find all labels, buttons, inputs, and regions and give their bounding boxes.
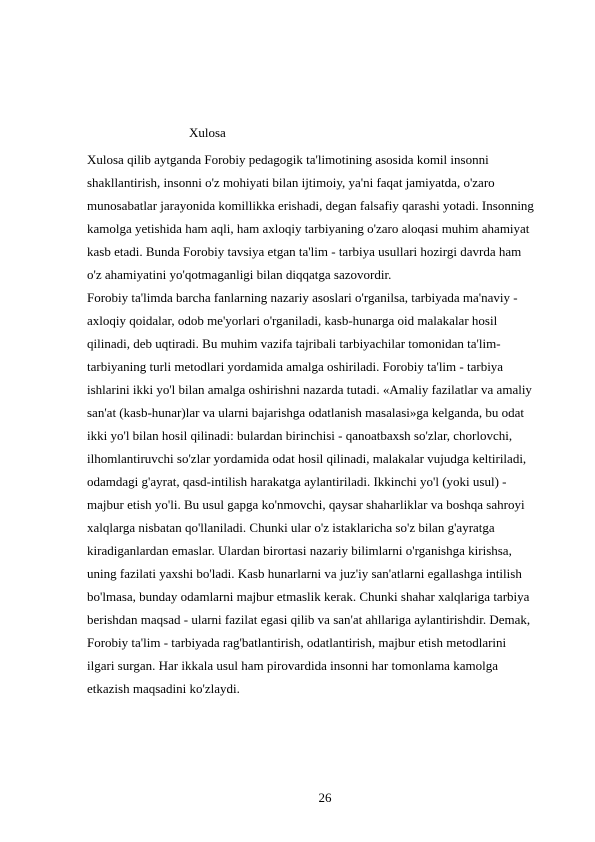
text-line: axloqiy qoidalar, odob me'yorlari o'rganiladi, kasb-hunarga oid malakalar hosil [87, 313, 498, 328]
body-text [87, 148, 572, 700]
text-line: munosabatlar jarayonida komillikka erishadi, degan falsafiy qarashi yotadi. Insonning [87, 198, 534, 213]
text-line: berishdan maqsad - ularni fazilat egasi qilib va san'at ahllariga aylantirishdir. Demak, [87, 612, 531, 627]
text-line: ilhomlantiruvchi so'zlar yordamida odat hosil qilinadi, malakalar vujudga keltiriladi, [87, 451, 527, 466]
text-line: kasb etadi. Bunda Forobiy tavsiya etgan ta'lim - tarbiya usullari hozirgi davrda ham [87, 244, 522, 259]
text-line: xalqlarga nisbatan qo'llaniladi. Chunki ular o'z istaklaricha so'z bilan g'ayratga [87, 520, 495, 535]
text-line: kiradiganlardan emaslar. Ulardan birortasi nazariy bilimlarni o'rganishga kirishsa, [87, 543, 512, 558]
text-line: majbur etish yo'li. Bu usul gapga ko'nmovchi, qaysar shaharliklar va boshqa sahroyi [87, 497, 525, 512]
text-line: ishlarini ikki yo'l bilan amalga oshirishni nazarda tutadi. «Amaliy fazilatlar va amaliy [87, 382, 532, 397]
text-line: Forobiy ta'lim - tarbiyada rag'batlantirish, odatlantirish, majbur etish metodlarini [87, 635, 507, 650]
section-title: Xulosa [189, 125, 226, 140]
text-line: bo'lmasa, bunday odamlarni majbur etmaslik kerak. Chunki shahar xalqlariga tarbiya [87, 589, 530, 604]
text-line: Xulosa qilib aytganda Forobiy pedagogik ta'limotining asosida komil insonni [87, 152, 489, 167]
text-line: shakllantirish, insonni o'z mohiyati bilan ijtimoiy, ya'ni faqat jamiyatda, o'zaro [87, 175, 495, 190]
text-line: o'z ahamiyatini yo'qotmaganligi bilan diqqatga sazovordir. [87, 267, 392, 282]
text-line: qilinadi, deb uqtiradi. Bu muhim vazifa tajribali tarbiyachilar tomonidan ta'lim- [87, 336, 501, 351]
text-line: kamolga yetishida ham aqli, ham axloqiy tarbiyaning o'zaro aloqasi muhim ahamiyat [87, 221, 530, 236]
text-line: ikki yo'l bilan hosil qilinadi: bulardan birinchisi - qanoatbaxsh so'zlar, chorlovchi, [87, 428, 513, 443]
page-number: 26 [318, 790, 332, 805]
text-line: tarbiyaning turli metodlari yordamida amalga oshiriladi. Forobiy ta'lim - tarbiya [87, 359, 504, 374]
text-line: ilgari surgan. Har ikkala usul ham pirovardida insonni har tomonlama kamolga [87, 658, 498, 673]
text-line: san'at (kasb-hunar)lar va ularni bajarishga odatlanish masalasi»ga kelganda, bu odat [87, 405, 524, 420]
text-line: uning fazilati yaxshi bo'ladi. Kasb hunarlarni va juz'iy san'atlarni egallashga intilish [87, 566, 522, 581]
text-line: Forobiy ta'limda barcha fanlarning nazariy asoslari o'rganilsa, tarbiyada ma'naviy - [87, 290, 518, 305]
text-line: odamdagi g'ayrat, qasd-intilish harakatga aylantiriladi. Ikkinchi yo'l (yoki usul) - [87, 474, 507, 489]
text-line: etkazish maqsadini ko'zlaydi. [87, 681, 240, 696]
